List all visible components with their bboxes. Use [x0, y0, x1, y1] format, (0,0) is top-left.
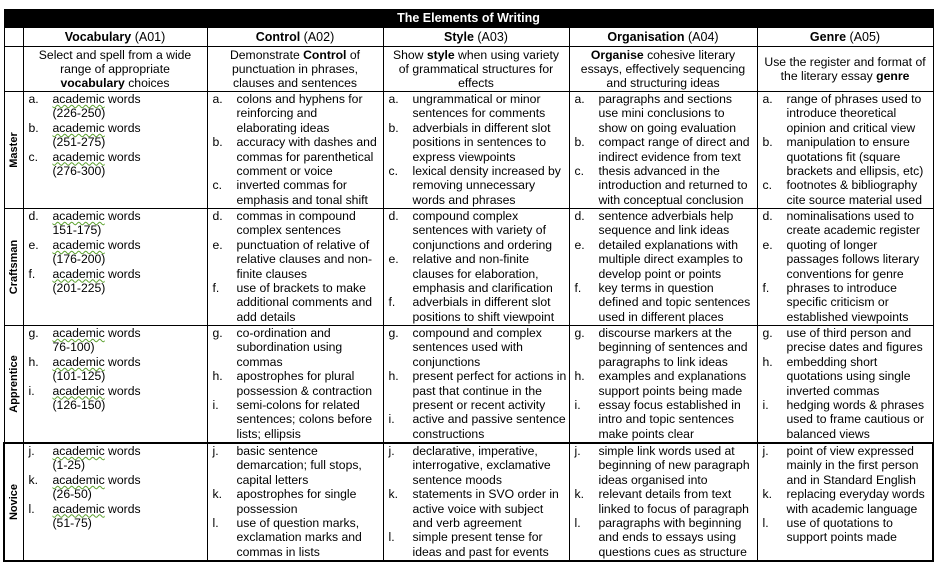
- item-letter: c.: [28, 149, 38, 164]
- item-letter: f.: [28, 266, 36, 281]
- band-row-craftsman: [4, 209, 933, 326]
- item-letter: a.: [212, 92, 223, 106]
- list-item: [210, 209, 381, 238]
- band-row-apprentice: [4, 326, 933, 444]
- item-text: [53, 92, 205, 121]
- list-item: [26, 473, 205, 502]
- item-letter: j.: [28, 444, 35, 458]
- item-letter: k.: [762, 487, 772, 502]
- control-description: Demonstrate Control of punctuation in phrases, clauses and sentences: [207, 47, 383, 92]
- item-letter: k.: [212, 487, 222, 502]
- item-letter: e.: [28, 237, 39, 252]
- vocabulary-list: [24, 92, 207, 178]
- item-letter: b.: [574, 135, 585, 150]
- item-text: [53, 502, 205, 531]
- item-letter: g.: [388, 326, 399, 340]
- style-cell: [383, 443, 569, 561]
- band-label: Novice: [7, 483, 20, 521]
- elements-of-writing-table: [3, 9, 934, 562]
- item-text: [53, 384, 205, 413]
- list-item: [760, 178, 931, 207]
- item-text: colons and hyphens for reinforcing and elaborating ideas: [236, 92, 363, 135]
- organisation-cell: [569, 209, 757, 326]
- list-item: [572, 487, 755, 516]
- item-letter: h.: [574, 369, 585, 384]
- vocab-word: academic: [52, 266, 105, 281]
- item-letter: i.: [388, 412, 395, 427]
- band-label-cell: [4, 326, 23, 444]
- list-item: [386, 92, 567, 121]
- control-cell: [207, 443, 383, 561]
- item-text: paragraphs with beginning and ends to essays using questions cues as structure: [598, 516, 747, 559]
- organisation-cell: [569, 92, 757, 209]
- band-label-cell: [4, 92, 23, 209]
- list-item: [210, 487, 381, 516]
- list-item: [26, 384, 205, 413]
- list-item: [572, 209, 755, 238]
- vocabulary-description: Select and spell from a wide range of appropriate vocabulary choices: [23, 47, 207, 92]
- item-text: use of quotations to support points made: [786, 516, 897, 545]
- list-item: [760, 326, 931, 355]
- item-letter: j.: [212, 444, 219, 458]
- item-letter: g.: [212, 326, 223, 340]
- item-letter: g.: [762, 326, 773, 340]
- item-letter: b.: [212, 135, 223, 150]
- item-text: paragraphs and sections use mini conclusions to show on going evaluation: [598, 92, 737, 135]
- style-cell: [383, 326, 569, 444]
- control-cell: [207, 92, 383, 209]
- item-text: phrases to introduce specific criticism or established viewpoints: [786, 281, 909, 324]
- item-letter: h.: [212, 369, 223, 384]
- list-item: [210, 444, 381, 487]
- band-row-master: [4, 92, 933, 209]
- item-letter: k.: [388, 487, 398, 502]
- organisation-list: [570, 209, 757, 324]
- item-letter: h.: [762, 354, 773, 369]
- item-letter: h.: [388, 369, 399, 384]
- item-text: inverted commas for emphasis and tonal shift: [236, 178, 368, 207]
- corner-cell: [4, 28, 23, 47]
- item-letter: l.: [212, 516, 219, 531]
- item-text: thesis advanced in the introduction and returned to with conceptual conclusion: [598, 164, 748, 207]
- list-item: [210, 281, 381, 324]
- list-item: [572, 135, 755, 164]
- style-list: [384, 92, 569, 207]
- list-item: [26, 267, 205, 296]
- item-letter: d.: [212, 209, 223, 223]
- item-text: essay focus established in intro and topic sentences make points clear: [598, 398, 741, 441]
- list-item: [572, 369, 755, 398]
- item-text: [53, 209, 205, 238]
- item-text: commas in compound complex sentences: [236, 209, 356, 238]
- style-description: Show style when using variety of grammatical structures for effects: [383, 47, 569, 92]
- band-label: Apprentice: [7, 355, 20, 413]
- item-text: use of question marks, exclamation marks and commas in lists: [236, 516, 362, 559]
- list-item: [386, 252, 567, 295]
- item-letter: d.: [762, 209, 773, 223]
- item-letter: j.: [388, 444, 395, 458]
- item-letter: d.: [574, 209, 585, 223]
- vocab-range: words (101-125): [52, 354, 141, 384]
- item-letter: c.: [762, 178, 772, 193]
- item-letter: l.: [574, 516, 581, 531]
- item-letter: i.: [28, 383, 35, 398]
- vocab-range: words (51-75): [52, 501, 141, 531]
- vocab-range: words (1-25): [52, 444, 141, 473]
- genre-list: [758, 209, 933, 324]
- style-list: [384, 326, 569, 441]
- vocab-range: words (201-225): [52, 266, 141, 296]
- item-letter: e.: [212, 237, 223, 252]
- item-letter: c.: [212, 178, 222, 193]
- genre-cell: [757, 443, 933, 561]
- item-letter: g.: [28, 326, 39, 340]
- item-text: simple link words used at beginning of new paragraph ideas organised into: [598, 444, 750, 487]
- genre-cell: [757, 326, 933, 444]
- vocabulary-list: [24, 326, 207, 412]
- vocab-word: academic: [52, 92, 105, 106]
- vocab-word: academic: [52, 501, 105, 516]
- item-letter: e.: [574, 237, 585, 252]
- genre-cell: [757, 209, 933, 326]
- item-letter: e.: [388, 252, 399, 267]
- item-text: apostrophes for plural possession & contraction: [236, 369, 372, 398]
- organisation-cell: [569, 443, 757, 561]
- list-item: [760, 135, 931, 178]
- list-item: [760, 355, 931, 398]
- vocabulary-list: [24, 444, 207, 530]
- control-list: [208, 444, 383, 559]
- list-item: [386, 444, 567, 487]
- vocab-word: academic: [52, 354, 105, 369]
- item-letter: i.: [212, 398, 219, 413]
- item-letter: f.: [762, 281, 770, 296]
- band-rows: [4, 92, 933, 562]
- item-text: active and passive sentence constructions: [412, 412, 566, 441]
- control-list: [208, 326, 383, 441]
- item-text: ungrammatical or minor sentences for comments: [412, 92, 546, 121]
- vocab-word: academic: [52, 120, 105, 135]
- list-item: [386, 369, 567, 412]
- list-item: [760, 398, 931, 441]
- vocab-range: words (26-50): [52, 472, 141, 502]
- item-text: accuracy with dashes and commas for parenthetical comment or voice: [236, 135, 377, 179]
- item-letter: c.: [574, 164, 584, 179]
- item-text: discourse markers at the beginning of sentences and paragraphs to link ideas: [598, 326, 748, 369]
- item-letter: a.: [28, 92, 39, 106]
- list-item: [210, 238, 381, 281]
- item-letter: k.: [28, 472, 38, 487]
- list-item: [210, 398, 381, 441]
- organisation-cell: [569, 326, 757, 444]
- list-item: [760, 444, 931, 487]
- list-item: [572, 398, 755, 441]
- list-item: [760, 209, 931, 238]
- style-list: [384, 444, 569, 559]
- vocab-range: words (126-150): [52, 383, 141, 413]
- item-letter: k.: [574, 487, 584, 502]
- item-text: point of view expressed mainly in the first person and in Standard English: [786, 444, 919, 487]
- column-header-vocabulary: Vocabulary (A01): [23, 28, 207, 47]
- list-item: [26, 238, 205, 267]
- item-letter: f.: [388, 295, 396, 310]
- item-text: [53, 267, 205, 296]
- list-item: [210, 135, 381, 178]
- organisation-description: Organise cohesive literary essays, effectively sequencing and structuring ideas: [569, 47, 757, 92]
- item-text: relative and non-finite clauses for elaboration, emphasis and clarification: [412, 252, 553, 296]
- item-text: present perfect for actions in past that continue in the present or recent activity: [412, 369, 567, 413]
- list-item: [572, 238, 755, 281]
- list-item: [572, 281, 755, 324]
- item-letter: a.: [574, 92, 585, 106]
- item-text: simple present tense for ideas and past for events: [412, 530, 549, 559]
- item-text: relevant details from text linked to focus of paragraph: [598, 487, 749, 516]
- vocab-word: academic: [52, 326, 105, 340]
- item-text: compact range of direct and indirect evidence from text: [598, 135, 750, 164]
- table-title: [4, 10, 933, 28]
- control-cell: [207, 209, 383, 326]
- band-row-novice: [4, 443, 933, 561]
- item-text: [53, 355, 205, 384]
- genre-list: [758, 326, 933, 441]
- item-letter: h.: [28, 354, 39, 369]
- organisation-list: [570, 326, 757, 441]
- band-label: Craftsman: [7, 239, 20, 295]
- item-text: key terms in question defined and topic sentences used in different places: [598, 281, 751, 324]
- list-item: [386, 530, 567, 559]
- item-text: lexical density increased by removing unnecessary words and phrases: [412, 164, 561, 207]
- item-text: [53, 444, 205, 473]
- list-item: [572, 326, 755, 369]
- item-letter: i.: [762, 398, 769, 413]
- vocabulary-cell: [23, 92, 207, 209]
- list-item: [210, 516, 381, 559]
- item-text: adverbials in different slot positions in sentences to express viewpoints: [412, 120, 551, 164]
- list-item: [760, 516, 931, 545]
- vocab-range: words (226-250): [52, 92, 141, 121]
- column-header-style: Style (A03): [383, 28, 569, 47]
- item-letter: j.: [762, 444, 769, 458]
- organisation-list: [570, 92, 757, 207]
- list-item: [26, 355, 205, 384]
- genre-list: [758, 444, 933, 545]
- item-text: [53, 121, 205, 150]
- list-item: [26, 121, 205, 150]
- vocabulary-cell: [23, 209, 207, 326]
- item-letter: b.: [762, 135, 773, 150]
- item-letter: a.: [762, 92, 773, 106]
- list-item: [572, 444, 755, 487]
- list-item: [760, 92, 931, 135]
- band-label: Master: [7, 132, 20, 168]
- list-item: [26, 444, 205, 473]
- genre-cell: [757, 92, 933, 209]
- band-label-cell: [4, 443, 23, 561]
- item-text: co-ordination and subordination using commas: [236, 326, 343, 369]
- item-text: hedging words & phrases used to frame cautious or balanced views: [786, 398, 925, 441]
- item-letter: g.: [574, 326, 585, 340]
- vocab-word: academic: [52, 444, 105, 458]
- column-header-genre: Genre (A05): [757, 28, 933, 47]
- list-item: [386, 487, 567, 530]
- genre-list: [758, 92, 933, 207]
- item-text: examples and explanations support points being made: [598, 369, 747, 398]
- vocab-range: words (251-275): [52, 120, 141, 150]
- list-item: [760, 281, 931, 324]
- item-letter: c.: [388, 164, 398, 179]
- item-text: adverbials in different slot positions to shift viewpoint: [412, 295, 555, 324]
- style-cell: [383, 209, 569, 326]
- column-header-control: Control (A02): [207, 28, 383, 47]
- column-header-organisation: Organisation (A04): [569, 28, 757, 47]
- band-label-cell: [4, 209, 23, 326]
- list-item: [26, 502, 205, 531]
- item-letter: a.: [388, 92, 399, 106]
- list-item: [760, 487, 931, 516]
- item-letter: j.: [574, 444, 581, 458]
- vocab-word: academic: [52, 237, 105, 252]
- control-cell: [207, 326, 383, 444]
- list-item: [760, 238, 931, 281]
- vocabulary-cell: [23, 326, 207, 444]
- item-text: embedding short quotations using single inverted commas: [786, 354, 911, 398]
- list-item: [26, 150, 205, 179]
- vocab-range: words 151-175): [52, 209, 141, 238]
- item-letter: d.: [28, 209, 39, 223]
- item-letter: f.: [212, 281, 220, 296]
- table-title-text: The Elements of Writing: [397, 11, 540, 25]
- list-item: [210, 326, 381, 369]
- list-item: [386, 412, 567, 441]
- item-text: [53, 238, 205, 267]
- vocabulary-list: [24, 209, 207, 295]
- vocab-range: words (176-200): [52, 237, 141, 267]
- vocabulary-cell: [23, 443, 207, 561]
- item-letter: e.: [762, 237, 773, 252]
- item-text: detailed explanations with multiple direct examples to develop point or points: [598, 237, 743, 281]
- item-text: compound complex sentences with variety of conjunctions and ordering: [412, 209, 553, 252]
- vocab-range: words 76-100): [52, 326, 141, 355]
- item-text: [53, 473, 205, 502]
- list-item: [26, 92, 205, 121]
- item-text: use of brackets to make additional comments and add details: [236, 281, 372, 324]
- list-item: [210, 178, 381, 207]
- vocab-word: academic: [52, 209, 105, 223]
- list-item: [386, 164, 567, 207]
- item-text: [53, 326, 205, 355]
- organisation-list: [570, 444, 757, 559]
- style-cell: [383, 92, 569, 209]
- item-text: manipulation to ensure quotations fit (square brackets and ellipsis, etc): [786, 135, 924, 179]
- vocab-word: academic: [52, 472, 105, 487]
- item-text: use of third person and precise dates and figures: [786, 326, 923, 355]
- item-letter: d.: [388, 209, 399, 223]
- item-text: quoting of longer passages follows literary conventions for genre: [786, 237, 920, 281]
- item-letter: f.: [574, 281, 582, 296]
- style-list: [384, 209, 569, 324]
- list-item: [572, 516, 755, 559]
- genre-description: Use the register and format of the literary essay genre: [757, 47, 933, 92]
- item-letter: i.: [574, 398, 581, 413]
- item-text: [53, 150, 205, 179]
- item-text: compound and complex sentences used with conjunctions: [412, 326, 542, 369]
- list-item: [386, 209, 567, 252]
- item-text: punctuation of relative of relative clauses and non-finite clauses: [236, 237, 372, 281]
- item-letter: l.: [762, 516, 769, 531]
- item-text: sentence adverbials help sequence and link ideas: [598, 209, 734, 238]
- item-letter: b.: [28, 120, 39, 135]
- item-text: basic sentence demarcation; full stops, capital letters: [236, 444, 362, 487]
- item-text: nominalisations used to create academic register: [786, 209, 920, 238]
- vocab-range: words (276-300): [52, 149, 141, 179]
- list-item: [210, 369, 381, 398]
- item-text: statements in SVO order in active voice with subject and verb agreement: [412, 487, 559, 531]
- vocab-word: academic: [52, 149, 105, 164]
- list-item: [386, 121, 567, 164]
- item-text: replacing everyday words with academic language: [786, 487, 925, 516]
- list-item: [210, 92, 381, 135]
- control-list: [208, 209, 383, 324]
- list-item: [26, 326, 205, 355]
- corner-cell-desc: [4, 47, 23, 92]
- item-text: apostrophes for single possession: [236, 487, 357, 516]
- item-text: semi-colons for related sentences; colons before lists; ellipsis: [236, 398, 373, 441]
- vocab-word: academic: [52, 383, 105, 398]
- item-letter: l.: [388, 530, 395, 545]
- item-letter: l.: [28, 501, 35, 516]
- list-item: [386, 295, 567, 324]
- list-item: [26, 209, 205, 238]
- item-text: range of phrases used to introduce theoretical opinion and critical view: [786, 92, 922, 135]
- list-item: [572, 164, 755, 207]
- control-list: [208, 92, 383, 207]
- item-text: declarative, imperative, interrogative, exclamative sentence moods: [412, 444, 551, 487]
- item-text: footnotes & bibliography cite source material used: [786, 178, 922, 207]
- list-item: [572, 92, 755, 135]
- list-item: [386, 326, 567, 369]
- item-letter: b.: [388, 120, 399, 135]
